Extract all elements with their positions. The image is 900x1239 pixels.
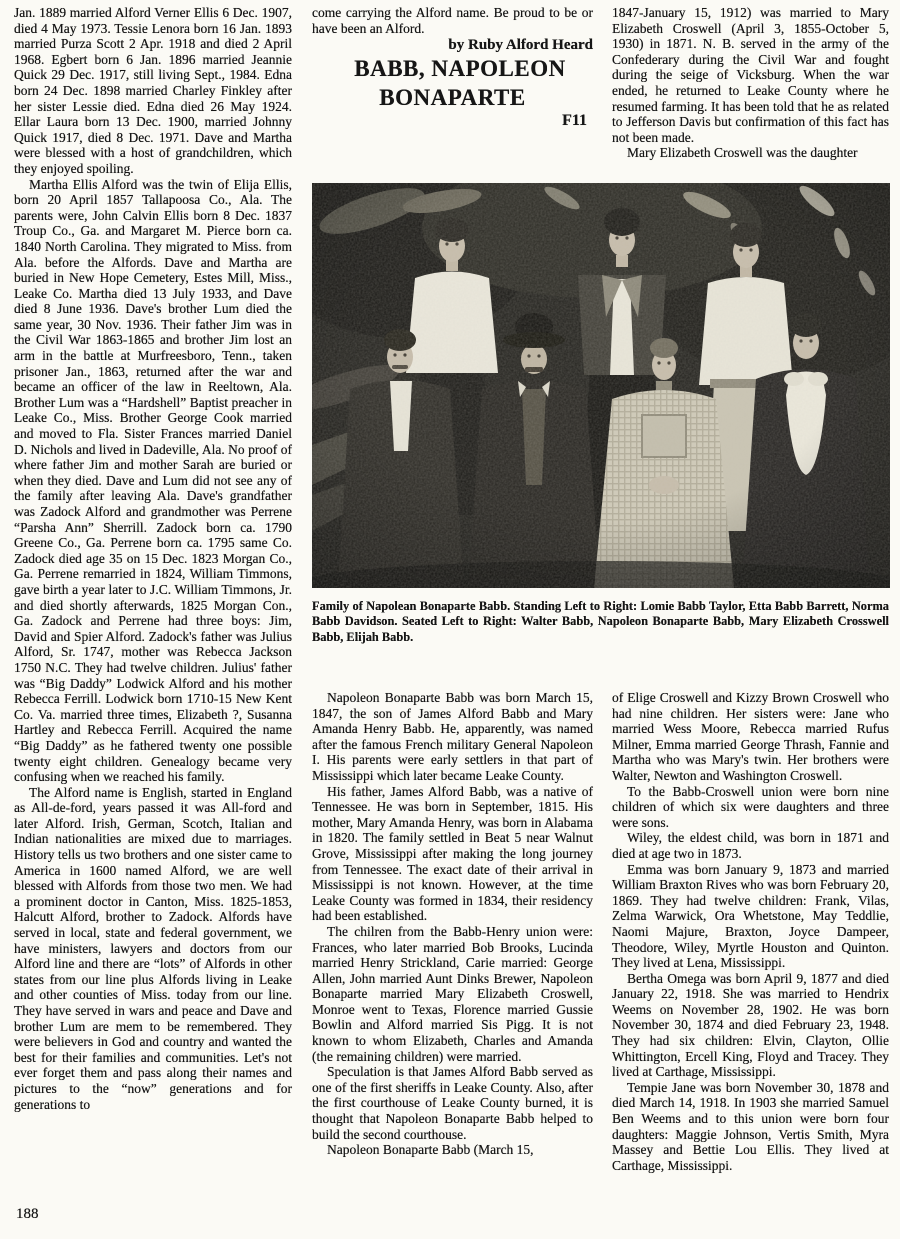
- family-photo: [312, 183, 890, 588]
- middle-column-bottom: [312, 690, 593, 1235]
- right-column-top: [612, 5, 889, 161]
- paragraph: Wiley, the eldest child, was born in 1871 and died at age two in 1873.: [612, 830, 889, 861]
- paragraph: Bertha Omega was born April 9, 1877 and died January 22, 1918. She was married to Hendrix Weems on November 28, 1902. He was born November 30, 1874 and died February 23, 1948. They had six children: Elvin, Clayton, Ollie Whittington, Ercell King, Floyd and Tracey. They lived at Carthage, Mississippi.: [612, 970, 889, 1080]
- left-column: [14, 5, 292, 1199]
- paragraph: The Alford name is English, started in England as All-de-ford, years passed it was All-ford and later Alford. Irish, German, Scotch, Italian and Indian nationalities are mixed due to marriages. History tells us two brothers and one sister came to America in 1600 named Alford, we are well blessed with Alfords from those two men. We had a prominent doctor in Canton, Miss. 1825-1853, Halcutt Alford, brother to Zadock. Alfords have served in local, state and federal government, we have ministers, lawyers and doctors from our Alford line and there are “lots” of Alfords in other states from our line plus Alfords living in Leake and other counties of Miss. today from our line. They have served in wars and peace and Dave and brother Lum are mem to be remembered. They were believers in God and country and wanted the best for their families and communities. Let's not ever forget them and pass along their names and pictures to the “now” generations and for generations to: [14, 784, 292, 1112]
- paragraph: Mary Elizabeth Croswell was the daughter: [627, 145, 858, 161]
- paragraph: Jan. 1889 married Alford Verner Ellis 6 Dec. 1907, died 4 May 1973. Tessie Lenora born 16 Jan. 1893 married Purza Scott 2 Apr. 1918 and died 2 April 1968. Egbert born 6 Jan. 1896 married Jeannie Quick 29 Dec. 1917, still living Sept., 1984. Edna born 24 Dec. 1898 married Charley Finkley after her sister Lessie died. Edna died 26 May 1924. Ellar Laura born 13 Dec. 1900, married Johnny Quick 1917, died 8 Dec. 1971. Dave and Martha were blessed with a host of grandchildren, which they enjoyed spoiling.: [14, 5, 292, 176]
- photo-caption: Family of Napolean Bonaparte Babb. Standing Left to Right: Lomie Babb Taylor, Etta Babb Barrett, Norma Babb Davidson. Seated Left to Right: Walter Babb, Napoleon Bonaparte Babb, Mary Elizabeth Crosswell Babb, Elijah Babb.: [312, 599, 889, 644]
- page-number: 188: [16, 1206, 39, 1222]
- paragraph: of Elige Croswell and Kizzy Brown Croswell who had nine children. Her sisters were: Jane who married Wess Moore, Rebecca married Rufus Milner, Emma married George Thrash, Fannie and Martha who was Mary's twin. Her brothers were Walter, Newton and Washington Croswell.: [612, 690, 889, 783]
- paragraph: 1847-January 15, 1912) was married to Mary Elizabeth Croswell (April 3, 1855-October 5, 1930) in 1871. N. B. served in the army of the Confederary during the Civil War and fought during the seige of Vicksburg. When the war ended, he returned to Leake County where he resumed farming. It has been told that he as related to Jefferson Davis but confirmation of this fact has not been made.: [612, 5, 889, 145]
- paragraph: To the Babb-Croswell union were born nine children of which six were daughters and three were sons.: [612, 783, 889, 830]
- paragraph: Emma was born January 9, 1873 and married William Braxton Rives who was born February 20, 1869. They had twelve children: Frank, Vilas, Zelma Warwick, Ora Whetstone, May Teddlie, Naomi Majure, Braxton, Joyce Dampeer, Theodore, Wiley, Myrtle Houston and Quinton. They lived at Lena, Mississippi.: [612, 861, 889, 971]
- paragraph: His father, James Alford Babb, was a native of Tennessee. He was born in September, 1815. His mother, Mary Amanda Henry, was born in Alabama in 1820. The family settled in Beat 5 near Walnut Grove, Mississippi after making the long journey from Tennessee. The exact date of their arrival in Mississippi is not known. However, at the time Leake County was formed in 1834, their residency had been established.: [312, 783, 593, 924]
- author-byline: by Ruby Alford Heard: [448, 37, 593, 54]
- paragraph: The chilren from the Babb-Henry union were: Frances, who later married Bob Brooks, Lucinda married Henry Strickland, Carie married: George Allen, John married Aunt Dinks Brewer, Napoleon Bonaparte married Mary Elizabeth Croswell, Monroe went to Texas, Florence married Gussie Bowlin and Alford married Sis Pigg. It is not known to whom Elizabeth, Charles and Amanda (the remaining children) were married.: [312, 923, 593, 1064]
- paragraph: Tempie Jane was born November 30, 1878 and died March 14, 1918. In 1903 she married Samuel Ben Weems and to this union were born four daughters: Maggie Johnson, Vertis Smith, Myra Massey and Bettie Lou Ellis. They lived at Carthage, Mississippi.: [612, 1079, 889, 1173]
- paragraph: Martha Ellis Alford was the twin of Elija Ellis, born 20 April 1857 Tallapoosa Co., Ala. The parents were, John Calvin Ellis born 8 Dec. 1837 Troup Co., Ga. and Margaret M. Pierce born ca. 1840 North Carolina. They migrated to Miss. from Ala. before the Alfords. Dave and Martha are buried in New Hope Cemetery, Estes Mill, Miss., Leake Co. Martha died 13 July 1933, and Dave died 8 June 1936. Dave's brother Lum died the same year, 30 Nov. 1936. Their father Jim was in the Civil War 1863-1865 and brother Jim lost an arm in the battle at Murfreesboro, Tenn., taken prisoner Jan., 1863, returned after the war and became an officer of the law in Reeltown, Ala. Brother Lum was a “Hardshell” Baptist preacher in Leake Co., Miss. Brother George Cook married and moved to Fla. Sister Frances married Daniel D. Nichols and lived in Dadeville, Ala. No proof of where father Jim and mother Sarah are buried or when they died. Dave and Lum did not see any of the family after leaving Ala. Dave's grandfather was Zadock Alford and grandmother was Perrene “Parsha Ann” Sherrill. Zadock born ca. 1790 Greene Co., Ga. Perrene born ca. 1795 same Co. Zadock died age 35 on 15 Dec. 1823 Morgan Co., Ga. Perrene remarried in 1824, William Timmons, gave birth a year later to J.C. William Timmons, Jr. and died shortly afterwards, 1825 Morgan Con., Ga. Zadock and Perrene had three boys: Jim, David and Spier Alford. Zadock's father was Julius Alford, Sr. 1747, mother was Rebecca Jackson 1750 N.C. They had twelve children. Julius' father was “Big Daddy” Lodwick Alford and his mother Rebecca Ferrill. Lodwick born 1710-15 New Kent Co. Va. married three times, Elizabeth ?, Susanna Hartley and Rebecca Ferrill. Acquired the name “Big Daddy” as he fathered twenty one possible twenty eight children. Genealogy became very confusing when we reached his family.: [14, 176, 292, 785]
- paragraph: come carrying the Alford name. Be proud to be or have been an Alford.: [312, 5, 593, 36]
- paragraph: Napoleon Bonaparte Babb (March 15,: [327, 1142, 534, 1158]
- article-title: BABB, NAPOLEON BONAPARTE: [354, 56, 566, 111]
- right-column-bottom: [612, 690, 889, 1235]
- paragraph: Speculation is that James Alford Babb served as one of the first sheriffs in Leake County. Also, after the first courthouse of Leake County burned, it is thought that Napoleon Bonaparte Babb helped to build the second courthouse.: [312, 1064, 593, 1142]
- article-reference-code: F11: [562, 112, 587, 130]
- paragraph: Napoleon Bonaparte Babb was born March 15, 1847, the son of James Alford Babb and Mary Amanda Henry Babb. He, apparently, was named after the famous French military General Napoleon I. His parents were early settlers in that part of Mississippi which later became Leake County.: [312, 690, 593, 783]
- middle-column-top: [312, 5, 593, 130]
- family-photo-illustration: [312, 183, 890, 588]
